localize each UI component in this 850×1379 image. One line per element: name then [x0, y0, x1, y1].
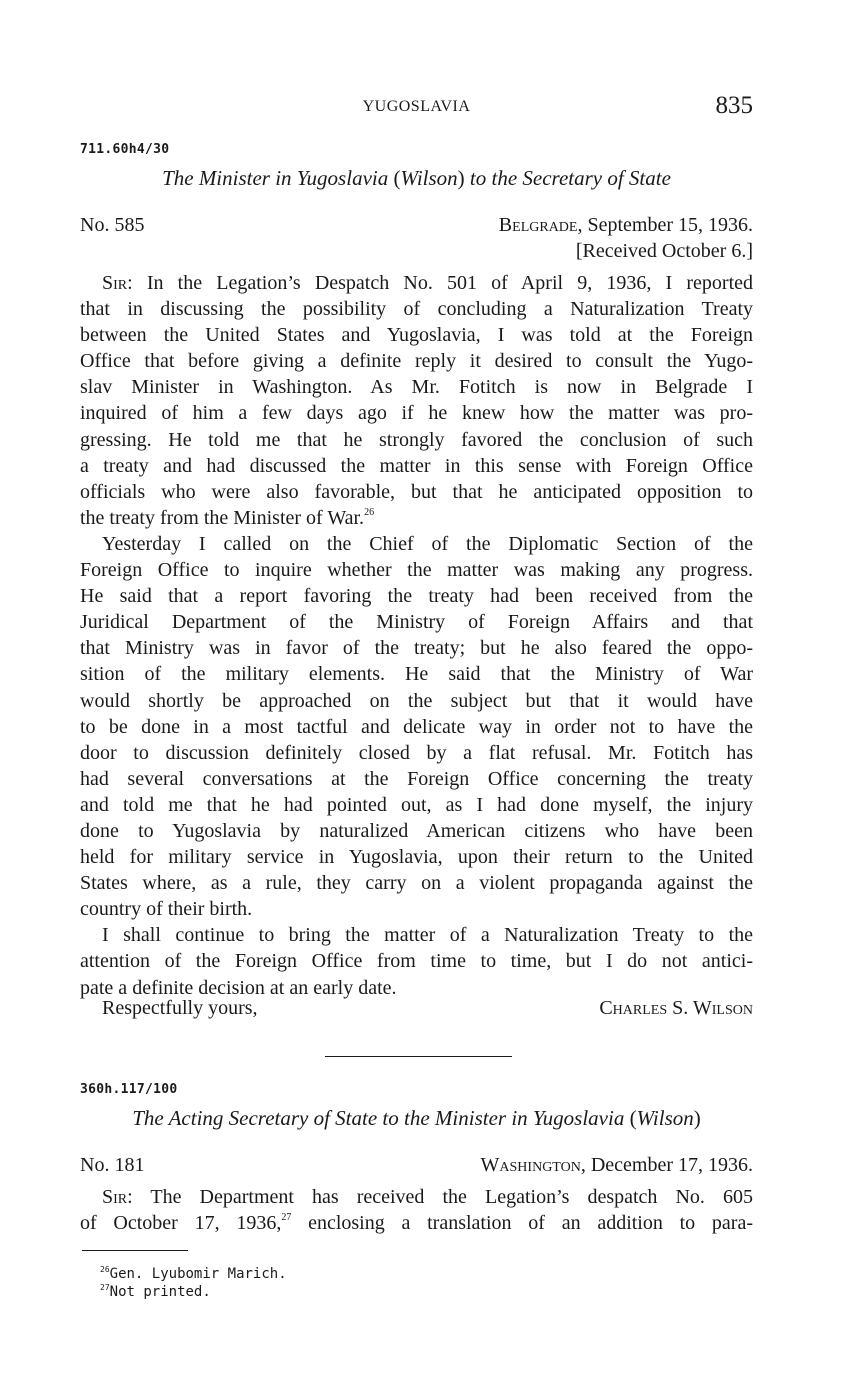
file-number: 360h.117/100 — [80, 1082, 178, 1097]
text-line: I shall continue to bring the matter of a Naturalization Treaty to the — [102, 924, 753, 947]
text-line: door to discussion definitely closed by a flat refusal. Mr. Fotitch has — [80, 741, 753, 764]
document-number: No. 181 — [80, 1154, 145, 1176]
page-header — [80, 92, 753, 124]
text-line: the treaty from the Minister of War.$^{26}$ — [80, 506, 375, 529]
section-divider — [325, 1056, 512, 1057]
footnote: $^{27}$Not printed. — [100, 1283, 211, 1300]
complimentary-close: Respectfully yours, — [102, 997, 258, 1019]
footnote-ref: 27 — [281, 1212, 292, 1224]
file-number: 711.60h4/30 — [80, 142, 170, 157]
text-line: pate a definite decision at an early date. — [80, 976, 397, 999]
text-line: He said that a report favoring the treaty had been received from the — [80, 585, 753, 608]
place-and-date: Washington, December 17, 1936. — [480, 1154, 753, 1176]
document-title: The Acting Secretary of State to the Minister in Yugoslavia (Wilson) — [132, 1106, 701, 1130]
text-line: that Ministry was in favor of the treaty; but he also feared the oppo- — [80, 637, 753, 660]
text-line: to be done in a most tactful and delicate way in order not to have the — [80, 715, 753, 738]
text-line: Sir: In the Legation’s Despatch No. 501 of April 9, 1936, I reported — [102, 272, 753, 294]
text-line: country of their birth. — [80, 898, 253, 921]
text-line: between the United States and Yugoslavia, I was told at the Foreign — [80, 324, 753, 347]
signature: Charles S. Wilson — [599, 997, 753, 1019]
dateline — [80, 1154, 753, 1180]
text-line: inquired of him a few days ago if he knew how the matter was pro- — [80, 402, 753, 425]
text-line: slav Minister in Washington. As Mr. Fotitch is now in Belgrade I — [80, 376, 753, 399]
footnote: $^{26}$Gen. Lyubomir Marich. — [100, 1265, 287, 1282]
text-line: done to Yugoslavia by naturalized American citizens who have been — [80, 819, 753, 842]
document-number: No. 585 — [80, 214, 145, 236]
text-line: sition of the military elements. He said that the Ministry of War — [80, 663, 753, 686]
text-line: gressing. He told me that he strongly favored the conclusion of such — [80, 428, 753, 451]
letter-body — [80, 1184, 753, 1236]
text-line: States where, as a rule, they carry on a violent propaganda against the — [80, 872, 753, 895]
text-line: of October 17, 1936,27 enclosing a translation of an addition to para- — [80, 1212, 753, 1235]
text-line: officials who were also favorable, but that he anticipated opposition to — [80, 480, 753, 503]
text-line: had several conversations at the Foreign Office concerning the treaty — [80, 767, 753, 790]
text-line: Yesterday I called on the Chief of the Diplomatic Section of the — [102, 532, 753, 555]
text-line: would shortly be approached on the subject but that it would have — [80, 689, 753, 712]
text-line: and told me that he had pointed out, as I had done myself, the injury — [80, 793, 753, 816]
running-head: YUGOSLAVIA — [362, 98, 471, 115]
text-line: a treaty and had discussed the matter in this sense with Foreign Office — [80, 454, 753, 477]
text-line: held for military service in Yugoslavia, upon their return to the United — [80, 846, 753, 869]
text-line: Foreign Office to inquire whether the matter was making any progress. — [80, 559, 753, 582]
text-line: attention of the Foreign Office from time to time, but I do not antici- — [80, 950, 753, 973]
text-line: Sir: The Department has received the Legation’s despatch No. 605 — [102, 1186, 753, 1208]
footnote-ref: 26 — [364, 506, 375, 518]
received-date: [Received October 6.] — [575, 240, 753, 262]
letter-closing — [80, 997, 753, 1023]
dateline — [80, 214, 753, 240]
footnote-rule — [82, 1250, 188, 1251]
document-title: The Minister in Yugoslavia (Wilson) to the Secretary of State — [162, 166, 671, 190]
text-line: that in discussing the possibility of concluding a Naturalization Treaty — [80, 298, 753, 321]
place-and-date: Belgrade, September 15, 1936. — [498, 214, 753, 236]
text-line: Office that before giving a definite reply it desired to consult the Yugo- — [80, 350, 753, 373]
text-line: Juridical Department of the Ministry of Foreign Affairs and that — [80, 611, 753, 634]
page-number: 835 — [715, 92, 753, 119]
letter-body — [80, 270, 753, 1001]
